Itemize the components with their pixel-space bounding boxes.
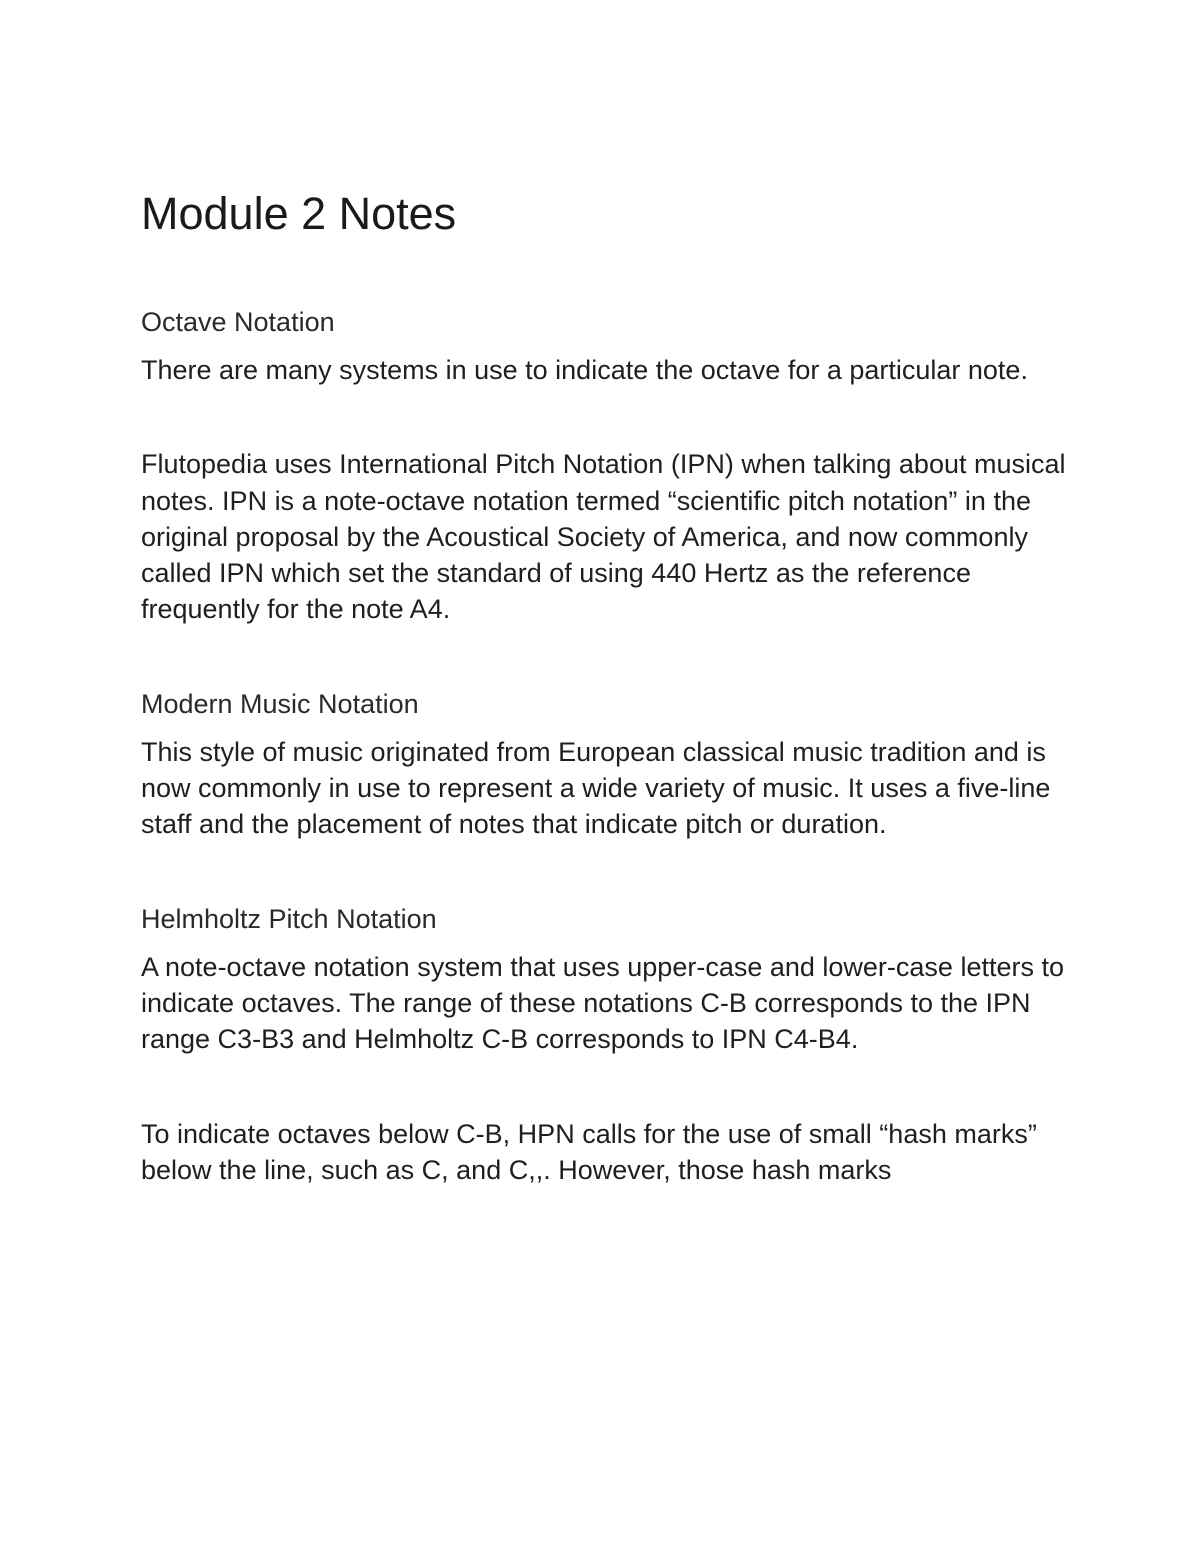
paragraph: Flutopedia uses International Pitch Notation (IPN) when talking about musical notes. IPN is a note-octave notation termed “scientific pitch notation” in the original proposal by the Acoustical Society of America, and now commonly called IPN which set the standard of using 440 Hertz as the reference frequently for the note A4. (141, 449, 1066, 625)
document-title: Module 2 Notes (141, 188, 457, 239)
spacer (141, 388, 1076, 446)
document-body (141, 186, 1076, 1188)
section-octave-notation (141, 304, 1076, 628)
spacer (141, 843, 1076, 901)
paragraph: To indicate octaves below C-B, HPN calls for the use of small “hash marks” below the line, such as C, and C,,. However, those hash marks (141, 1118, 1037, 1185)
section-helmholtz-pitch-notation (141, 901, 1076, 1188)
section-modern-music-notation (141, 686, 1076, 843)
spacer (141, 1058, 1076, 1116)
section-heading: Octave Notation (141, 307, 335, 337)
spacer (141, 722, 1076, 734)
spacer (141, 242, 1076, 304)
paragraph: This style of music originated from European classical music tradition and is now commonly in use to represent a wide variety of music. It uses a five-line staff and the placement of notes that indicate pitch or duration. (141, 736, 1051, 840)
section-heading: Helmholtz Pitch Notation (141, 903, 437, 934)
section-heading: Modern Music Notation (141, 688, 419, 719)
paragraph: A note-octave notation system that uses upper-case and lower-case letters to indicate octaves. The range of these notations C-B corresponds to the IPN range C3-B3 and Helmholtz C-B corresponds to IPN C4-B4. (141, 951, 1064, 1055)
paragraph: There are many systems in use to indicate the octave for a particular note. (141, 355, 1028, 385)
spacer (141, 340, 1076, 352)
spacer (141, 937, 1076, 949)
spacer (141, 628, 1076, 686)
